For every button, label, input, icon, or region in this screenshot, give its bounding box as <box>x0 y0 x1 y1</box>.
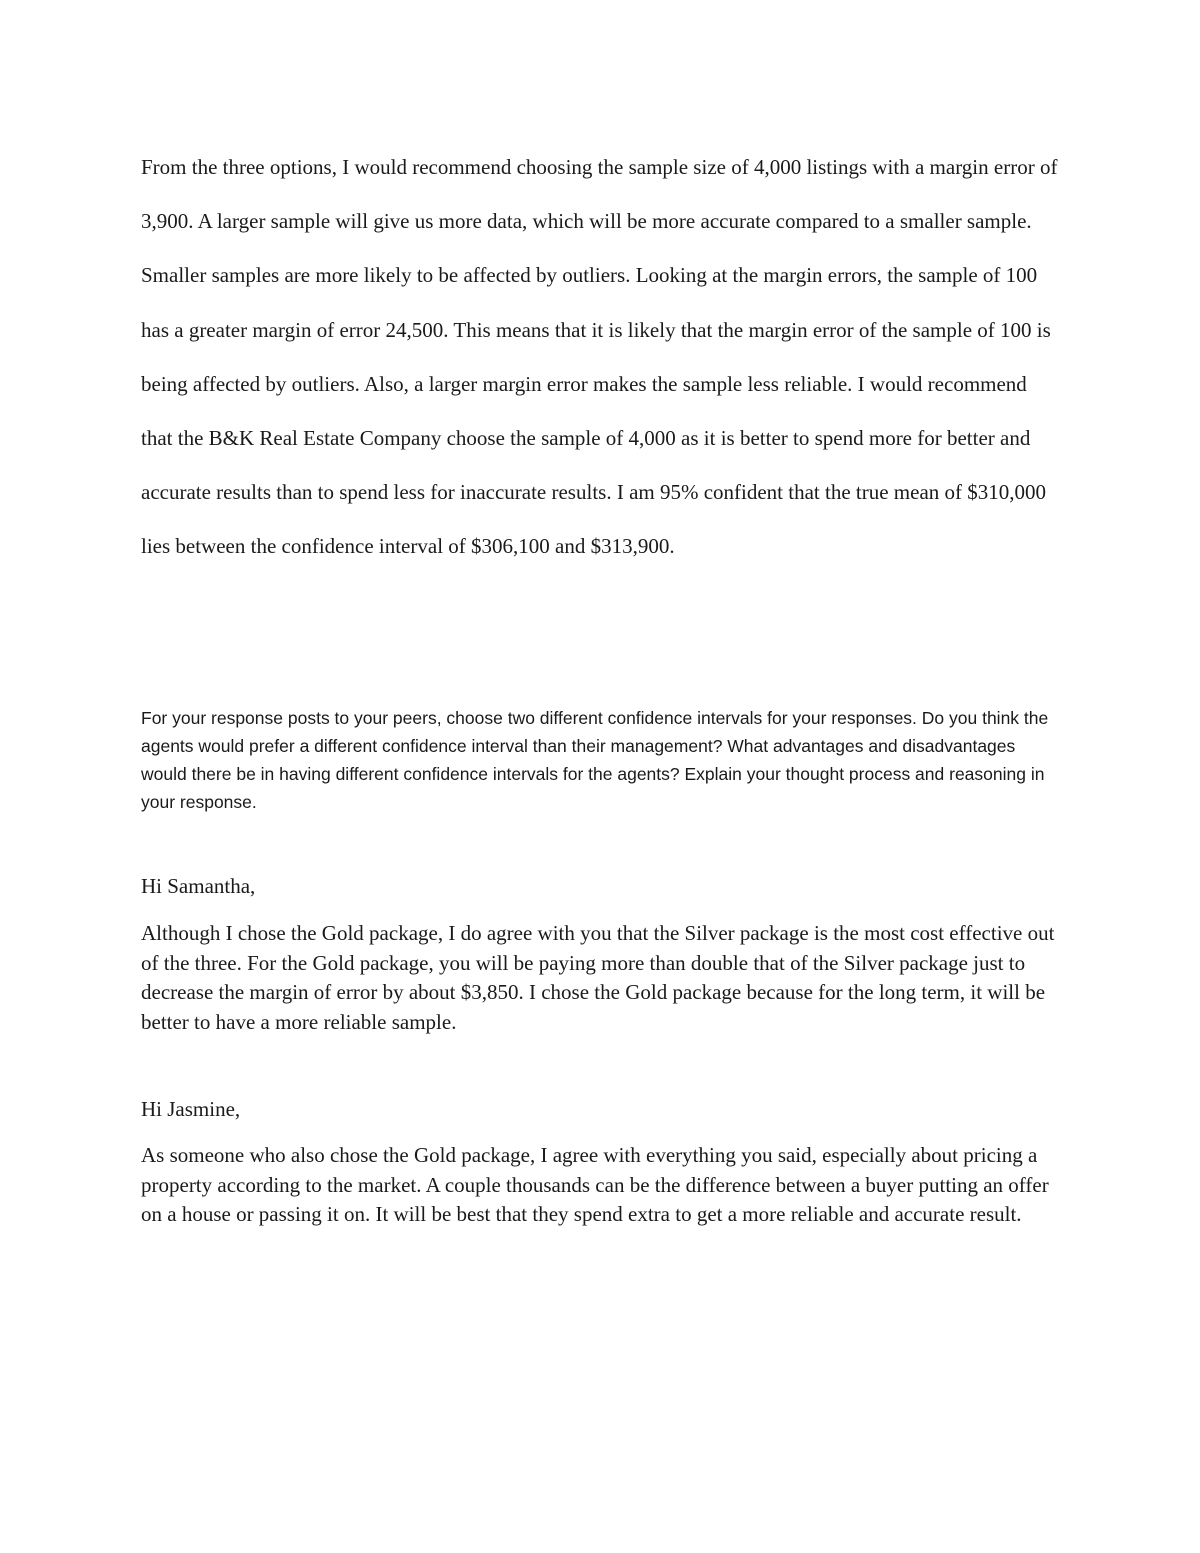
response-body-samantha: Although I chose the Gold package, I do agree with you that the Silver package is the most cost effective out of the three. For the Gold package, you will be paying more than double that of the Silver package just to decrease the margin of error by about $3,850. I chose the Gold package because for the long term, it will be better to have a more reliable sample. <box>141 921 1055 1034</box>
response-greeting-samantha: Hi Samantha, <box>141 874 256 898</box>
discussion-prompt-paragraph: For your response posts to your peers, choose two different confidence intervals for your responses. Do you think the agents would prefer a different confidence interval than their management? What advantages and disadvantages would there be in having different confidence intervals for the agents? Explain your thought process and reasoning in your response. <box>141 708 1049 812</box>
response-body-jasmine: As someone who also chose the Gold package, I agree with everything you said, especially about pricing a property according to the market. A couple thousands can be the difference between a buyer putting an offer on a house or passing it on. It will be best that they spend extra to get a more reliable and accurate result. <box>141 1143 1049 1226</box>
essay-paragraph: From the three options, I would recommend choosing the sample size of 4,000 listings with a margin error of 3,900. A larger sample will give us more data, which will be more accurate compared to a smaller sample. Smaller samples are more likely to be affected by outliers. Looking at the margin errors, the sample of 100 has a greater margin of error 24,500. This means that it is likely that the margin error of the sample of 100 is being affected by outliers. Also, a larger margin error makes the sample less reliable. I would recommend that the B&K Real Estate Company choose the sample of 4,000 as it is better to spend more for better and accurate results than to spend less for inaccurate results. I am 95% confident that the true mean of $310,000 lies between the confidence interval of $306,100 and $313,900. <box>141 155 1058 559</box>
response-greeting-jasmine: Hi Jasmine, <box>141 1097 241 1121</box>
